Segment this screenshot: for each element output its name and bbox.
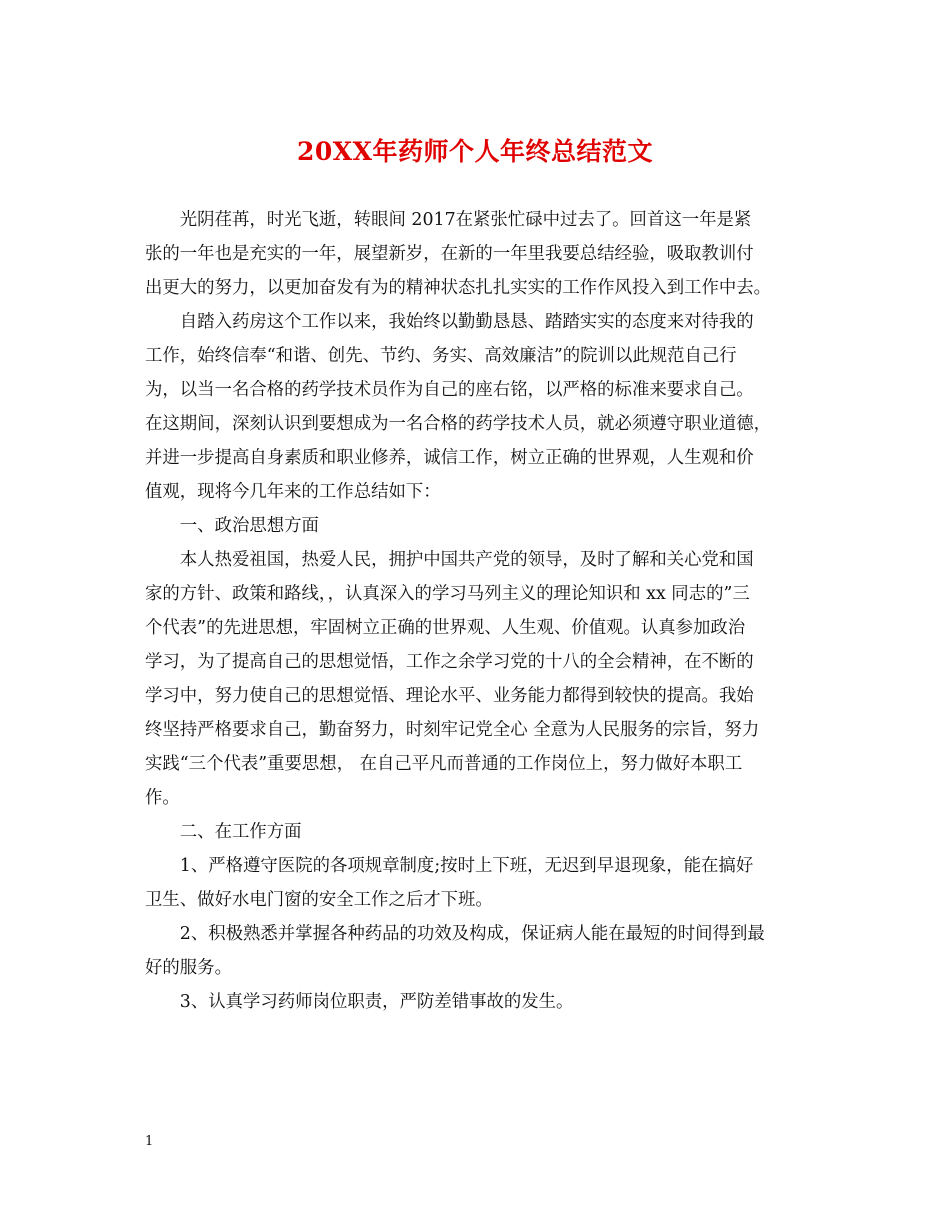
text-line: 光阴荏苒，时光飞逝，转眼间 2017在紧张忙碌中过去了。回首这一年是紧 (145, 210, 752, 230)
text-line: 为，以当一名合格的药学技术员作为自己的座右铭，以严格的标准来要求自己。 (145, 380, 754, 400)
text-line: 好的服务。 (145, 958, 232, 978)
text-line: 2、积极熟悉并掌握各种药品的功效及构成，保证病人能在最短的时间得到最 (145, 924, 765, 944)
text-line: 卫生、做好水电门窗的安全工作之后才下班。 (145, 890, 493, 910)
section-heading: 一、政治思想方面 (145, 516, 319, 536)
text-line: 作。 (145, 788, 180, 808)
text-line: 1、严格遵守医院的各项规章制度;按时上下班，无迟到早退现象，能在搞好 (145, 856, 754, 876)
text-line: 值观，现将今几年来的工作总结如下： (145, 482, 441, 502)
text-line: 家的方针、政策和路线，，认真深入的学习马列主义的理论知识和 xx 同志的”三 (145, 584, 750, 604)
document-body (145, 203, 810, 1019)
text-line: 3、认真学习药师岗位职责，严防差错事故的发生。 (145, 992, 574, 1012)
text-line: 自踏入药房这个工作以来，我始终以勤勤恳恳、踏踏实实的态度来对待我的 (145, 312, 754, 332)
section-heading: 二、在工作方面 (145, 822, 302, 842)
text-line: 出更大的努力，以更加奋发有为的精神状态扎扎实实的工作作风投入到工作中去。 (145, 278, 772, 298)
text-line: 张的一年也是充实的一年，展望新岁，在新的一年里我要总结经验，吸取教训付 (145, 244, 754, 264)
document-title: 20XX年药师个人年终总结范文 (296, 137, 654, 166)
text-line: 学习中，努力使自己的思想觉悟、理论水平、业务能力都得到较快的提高。我始 (145, 686, 754, 706)
text-line: 终坚持严格要求自己，勤奋努力，时刻牢记党全心 全意为人民服务的宗旨，努力 (145, 720, 760, 740)
text-line: 本人热爱祖国，热爱人民，拥护中国共产党的领导，及时了解和关心党和国 (145, 550, 754, 570)
text-line: 在这期间，深刻认识到要想成为一名合格的药学技术人员，就必须遵守职业道德， (145, 414, 772, 434)
text-line: 个代表”的先进思想，牢固树立正确的世界观、人生观、价值观。认真参加政治 (145, 618, 746, 638)
text-line: 工作，始终信奉“和谐、创先、节约、务实、高效廉洁”的院训以此规范自己行 (145, 346, 737, 366)
text-line: 实践“三个代表”重要思想， 在自己平凡而普通的工作岗位上，努力做好本职工 (145, 754, 743, 774)
text-line: 学习，为了提高自己的思想觉悟，工作之余学习党的十八的全会精神，在不断的 (145, 652, 754, 672)
page-number: 1 (145, 1134, 154, 1149)
text-line: 并进一步提高自身素质和职业修养，诚信工作，树立正确的世界观，人生观和价 (145, 448, 754, 468)
